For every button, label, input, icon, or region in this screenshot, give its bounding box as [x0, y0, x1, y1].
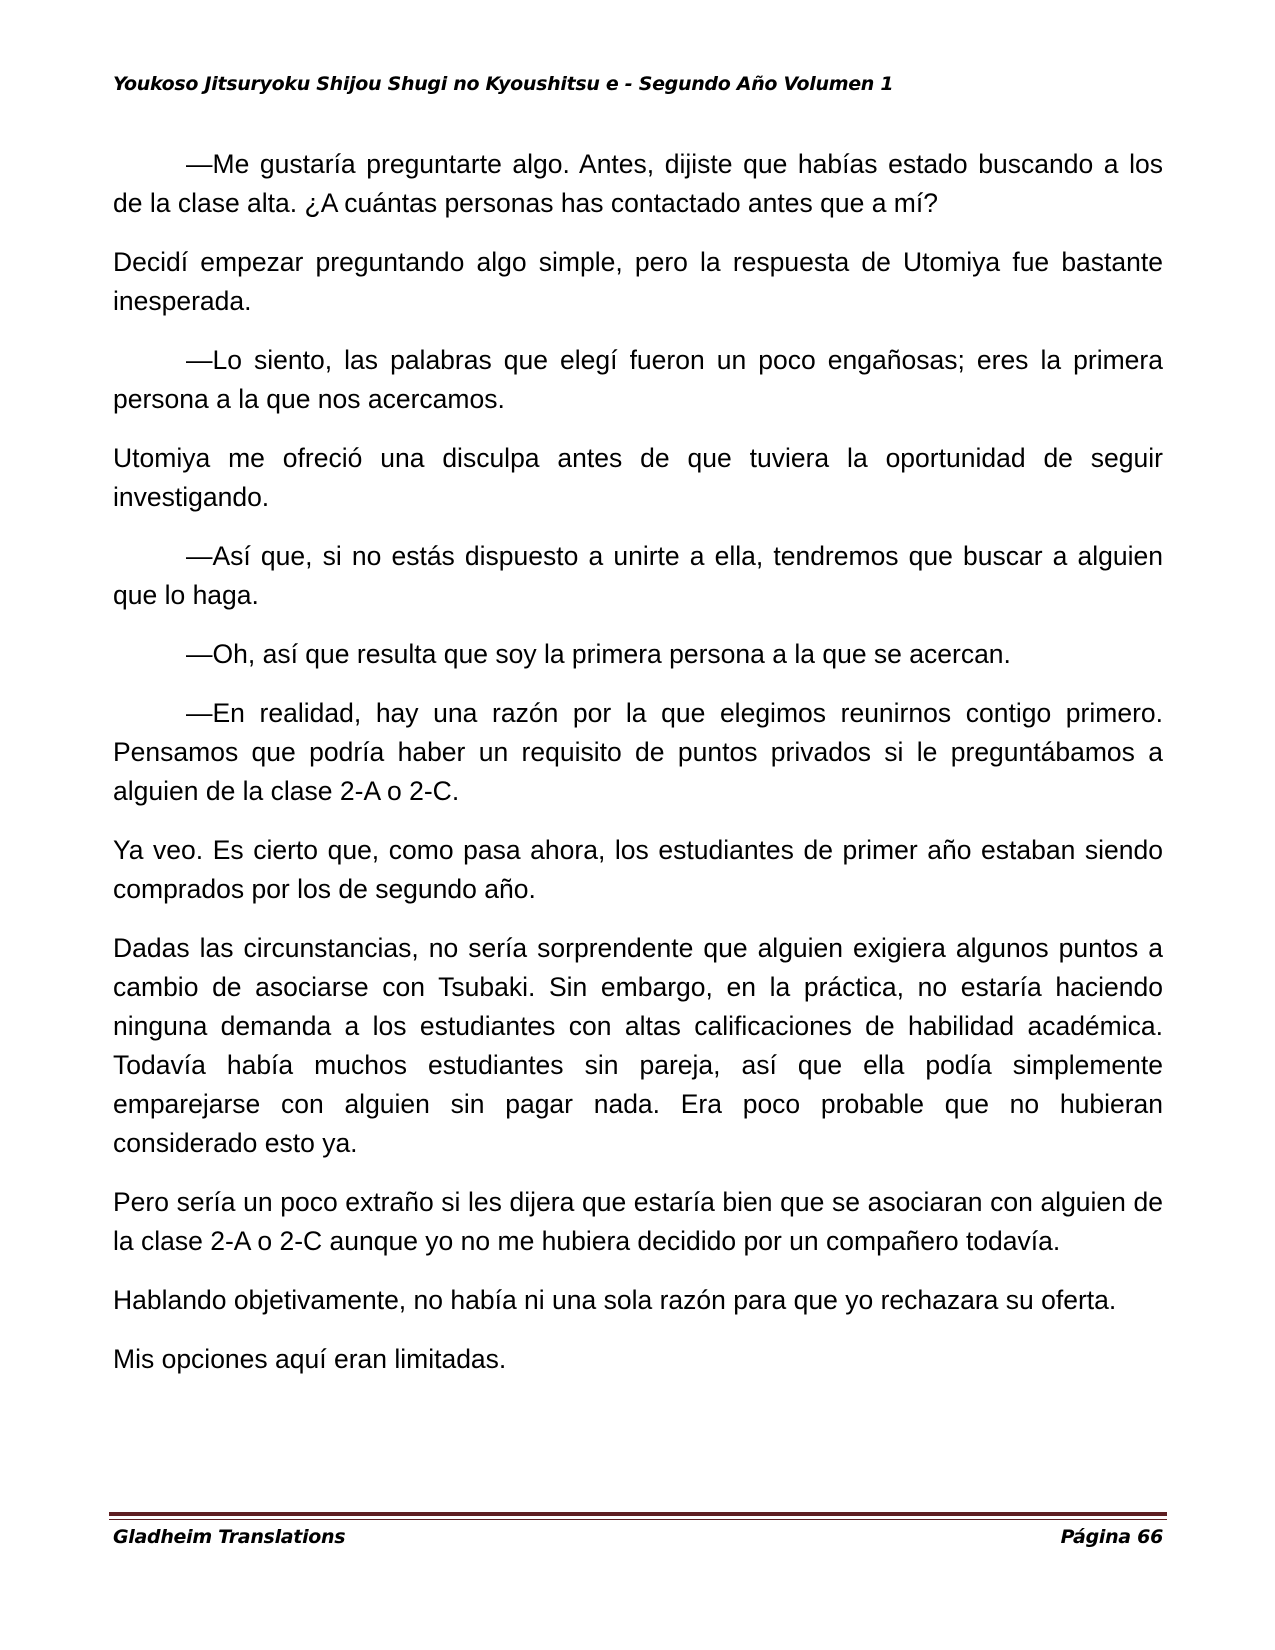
paragraph: Pero sería un poco extraño si les dijera que estaría bien que se asociaran con alguien de la clase 2-A o 2-C aunque yo no me hubiera decidido por un compañero todavía. — [113, 1187, 1163, 1256]
page-body — [113, 145, 1163, 1399]
paragraph: Decidí empezar preguntando algo simple, pero la respuesta de Utomiya fue bastante inesperada. — [113, 247, 1163, 316]
paragraph: —Lo siento, las palabras que elegí fueron un poco engañosas; eres la primera persona a la que nos acercamos. — [113, 345, 1163, 414]
paragraph: Utomiya me ofreció una disculpa antes de que tuviera la oportunidad de seguir investigando. — [113, 443, 1163, 512]
running-header: Youkoso Jitsuryoku Shijou Shugi no Kyoushitsu e - Segundo Año Volumen 1 — [113, 73, 894, 95]
footer-divider — [109, 1512, 1167, 1516]
page-number: Página 66 — [1060, 1526, 1163, 1548]
paragraph: Hablando objetivamente, no había ni una sola razón para que yo rechazara su oferta. — [113, 1285, 1117, 1315]
footer-divider-thin — [109, 1519, 1167, 1520]
publisher-name: Gladheim Translations — [113, 1526, 346, 1548]
paragraph: Mis opciones aquí eran limitadas. — [113, 1344, 507, 1374]
paragraph: —Me gustaría preguntarte algo. Antes, dijiste que habías estado buscando a los de la clase alta. ¿A cuántas personas has contactado antes que a mí? — [113, 149, 1163, 218]
paragraph: Dadas las circunstancias, no sería sorprendente que alguien exigiera algunos puntos a cambio de asociarse con Tsubaki. Sin embargo, en la práctica, no estaría haciendo ninguna demanda a los estudiantes con altas calificaciones de habilidad académica. Todavía había muchos estudiantes sin pareja, así que ella podía simplemente emparejarse con alguien sin pagar nada. Era poco probable que no hubieran considerado esto ya. — [113, 933, 1163, 1158]
paragraph: —Oh, así que resulta que soy la primera persona a la que se acercan. — [186, 639, 1011, 669]
paragraph: —Así que, si no estás dispuesto a unirte a ella, tendremos que buscar a alguien que lo haga. — [113, 541, 1163, 610]
paragraph: Ya veo. Es cierto que, como pasa ahora, los estudiantes de primer año estaban siendo comprados por los de segundo año. — [113, 835, 1163, 904]
paragraph: —En realidad, hay una razón por la que elegimos reunirnos contigo primero. Pensamos que podría haber un requisito de puntos privados si le preguntábamos a alguien de la clase 2-A o 2-C. — [113, 698, 1163, 806]
